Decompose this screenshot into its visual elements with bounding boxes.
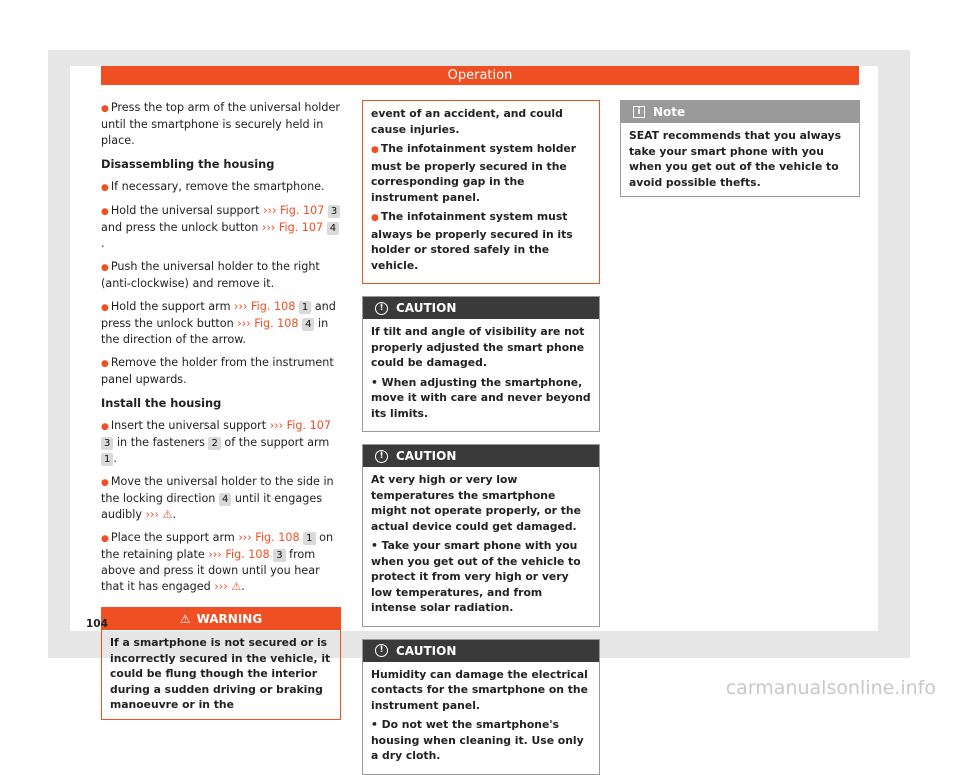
caution-text: Humidity can damage the electrical contacts for the smartphone on the instrument panel. [371, 667, 588, 712]
figure-link[interactable]: Fig. 108 [254, 317, 299, 330]
figure-link[interactable]: Fig. 108 [225, 548, 270, 561]
caution-text: If tilt and angle of visibility are not properly adjusted the smart phone could be damaged. [371, 325, 585, 369]
figure-link[interactable]: Fig. 107 [286, 419, 331, 432]
list-item: ● Move the universal holder to the side in the locking direction 4 until it engages audibly ››› ⚠. [101, 475, 334, 521]
figure-link[interactable]: Fig. 107 [278, 221, 324, 234]
list-item: ● Press the top arm of the universal holder until the smartphone is securely held in place. [101, 101, 341, 147]
column-left [101, 100, 341, 720]
caution-header: ! CAUTION [363, 640, 599, 662]
warning-box [101, 607, 341, 720]
note-header: i Note [621, 101, 859, 123]
caution-bullet: • Take your smart phone with you when you get out of the vehicle to protect it from very high or very low temperatures, and from intense solar radiation. [371, 539, 581, 614]
list-item: ● Hold the support arm ››› Fig. 108 1 and press the unlock button ››› Fig. 108 4 in the direction of the arrow. [101, 300, 336, 346]
warning-triangle-icon: ⚠ [162, 508, 173, 521]
exclamation-circle-icon: ! [375, 450, 388, 463]
caution-text: At very high or very low temperatures the smartphone might not operate properly, or the actual device could get damaged. [371, 473, 581, 533]
heading-install: Install the housing [101, 396, 222, 410]
caution-header: ! CAUTION [363, 445, 599, 467]
list-item: ● Hold the universal support ››› Fig. 107 3 and press the unlock button ››› Fig. 107 4. [101, 203, 341, 252]
info-icon: i [633, 106, 645, 118]
warning-box-continued [362, 100, 600, 284]
note-text: SEAT recommends that you always take your smart phone with you when you get out of the vehicle to avoid possible thefts. [629, 129, 842, 189]
list-item: ● Remove the holder from the instrument panel upwards. [101, 356, 334, 386]
exclamation-circle-icon: ! [375, 302, 388, 315]
warning-bullet: ● The infotainment system must always be properly secured in its holder or stored safely in the vehicle. [371, 210, 573, 272]
caution-box [362, 639, 600, 775]
caution-box [362, 296, 600, 432]
caution-box [362, 444, 600, 627]
note-box [620, 100, 860, 197]
list-item: ● If necessary, remove the smartphone. [101, 180, 325, 193]
list-item: ● Push the universal holder to the right (anti-clockwise) and remove it. [101, 260, 320, 290]
warning-header: ⚠ WARNING [102, 608, 340, 630]
warning-bullet: ● The infotainment system holder must be properly secured in the corresponding gap in the instrument panel. [371, 142, 577, 204]
figure-link[interactable]: Fig. 108 [255, 531, 300, 544]
warning-text: If a smartphone is not secured or is incorrectly secured in the vehicle, it could be flung though the interior during a sudden driving or braking manoeuvre or in the [110, 636, 331, 711]
caution-header: ! CAUTION [363, 297, 599, 319]
figure-link[interactable]: Fig. 107 [280, 204, 325, 217]
caution-bullet: • When adjusting the smartphone, move it with care and never beyond its limits. [371, 375, 591, 420]
exclamation-circle-icon: ! [375, 644, 388, 657]
column-right [620, 100, 860, 197]
page-number: 104 [86, 618, 108, 630]
watermark: carmanualsonline.info [725, 677, 936, 699]
column-middle [362, 100, 600, 775]
list-item: ● Insert the universal support ››› Fig. 107 3 in the fasteners 2 of the support arm 1 . [101, 419, 331, 465]
warning-triangle-icon: ⚠ [231, 580, 242, 593]
list-item: ● Place the support arm ››› Fig. 108 1 on the retaining plate ››› Fig. 108 3 from above and press it down until you hear that it has engaged ››› ⚠. [101, 531, 334, 593]
warning-triangle-icon: ⚠ [179, 612, 191, 626]
section-header: Operation [101, 66, 859, 85]
heading-disassembling: Disassembling the housing [101, 157, 275, 171]
caution-bullet: • Do not wet the smartphone's housing when cleaning it. Use only a dry cloth. [371, 718, 584, 762]
warning-continued-text: event of an accident, and could cause injuries. [371, 107, 563, 136]
figure-link[interactable]: Fig. 108 [251, 300, 296, 313]
